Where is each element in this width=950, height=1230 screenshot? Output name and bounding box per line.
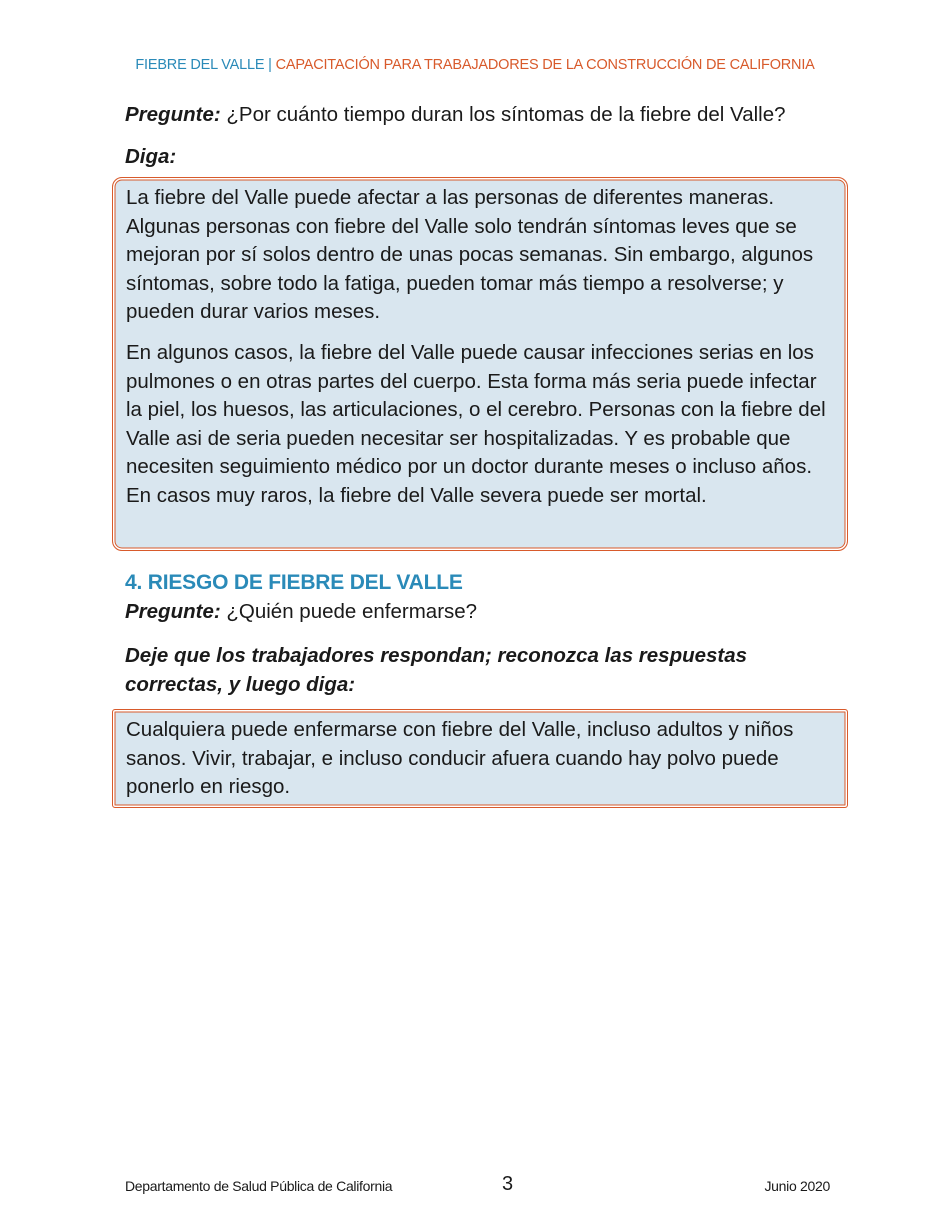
script-box-symptoms [112,177,848,551]
header-subtitle: CAPACITACIÓN PARA TRABAJADORES DE LA CONSTRUCCIÓN DE CALIFORNIA [275,57,815,73]
facilitator-instruction: Deje que los trabajadores respondan; reconozca las respuestas correctas, y luego diga: [125,644,748,696]
question-label: Pregunte: [125,600,221,623]
question-duration [125,102,786,128]
footer-department: Departamento de Salud Pública de California [125,1178,393,1194]
running-header [0,57,950,73]
header-separator: | [264,57,276,73]
question-text: ¿Por cuánto tiempo duran los síntomas de la fiebre del Valle? [220,103,786,126]
say-label-text: Diga: [125,145,177,168]
question-text: ¿Quién puede enfermarse? [220,600,478,623]
section-heading: 4. RIESGO DE FIEBRE DEL VALLE [125,571,463,594]
page-number: 3 [502,1173,513,1195]
question-who [125,599,477,625]
footer-date: Junio 2020 [764,1178,830,1194]
header-title: FIEBRE DEL VALLE [135,57,265,73]
question-label: Pregunte: [125,103,221,126]
script-paragraph: En algunos casos, la fiebre del Valle puede causar infecciones serias en los pulmones o en otras partes del cuerpo. Esta forma más seria puede infectar la piel, los huesos, las articulaciones, o el cerebro. Personas con la fiebre del Valle asi de seria pueden necesitar ser hospitalizadas. Y es probable que necesiten seguimiento médico por un doctor durante meses o incluso años. En casos muy raros, la fiebre del Valle severa puede ser mortal. [126,340,826,507]
say-label [125,144,176,170]
script-paragraph: La fiebre del Valle puede afectar a las personas de diferentes maneras. Algunas personas con fiebre del Valle solo tendrán síntomas leves que se mejoran por sí solos dentro de unas pocas semanas. Sin embargo, algunos síntomas, sobre todo la fatiga, pueden tomar más tiempo a resolverse; y pueden durar varios meses. [126,186,814,324]
script-paragraph: Cualquiera puede enfermarse con fiebre del Valle, incluso adultos y niños sanos. Vivir, trabajar, e incluso conducir afuera cuando hay polvo puede ponerlo en riesgo. [126,718,794,799]
script-box-risk [112,709,848,808]
